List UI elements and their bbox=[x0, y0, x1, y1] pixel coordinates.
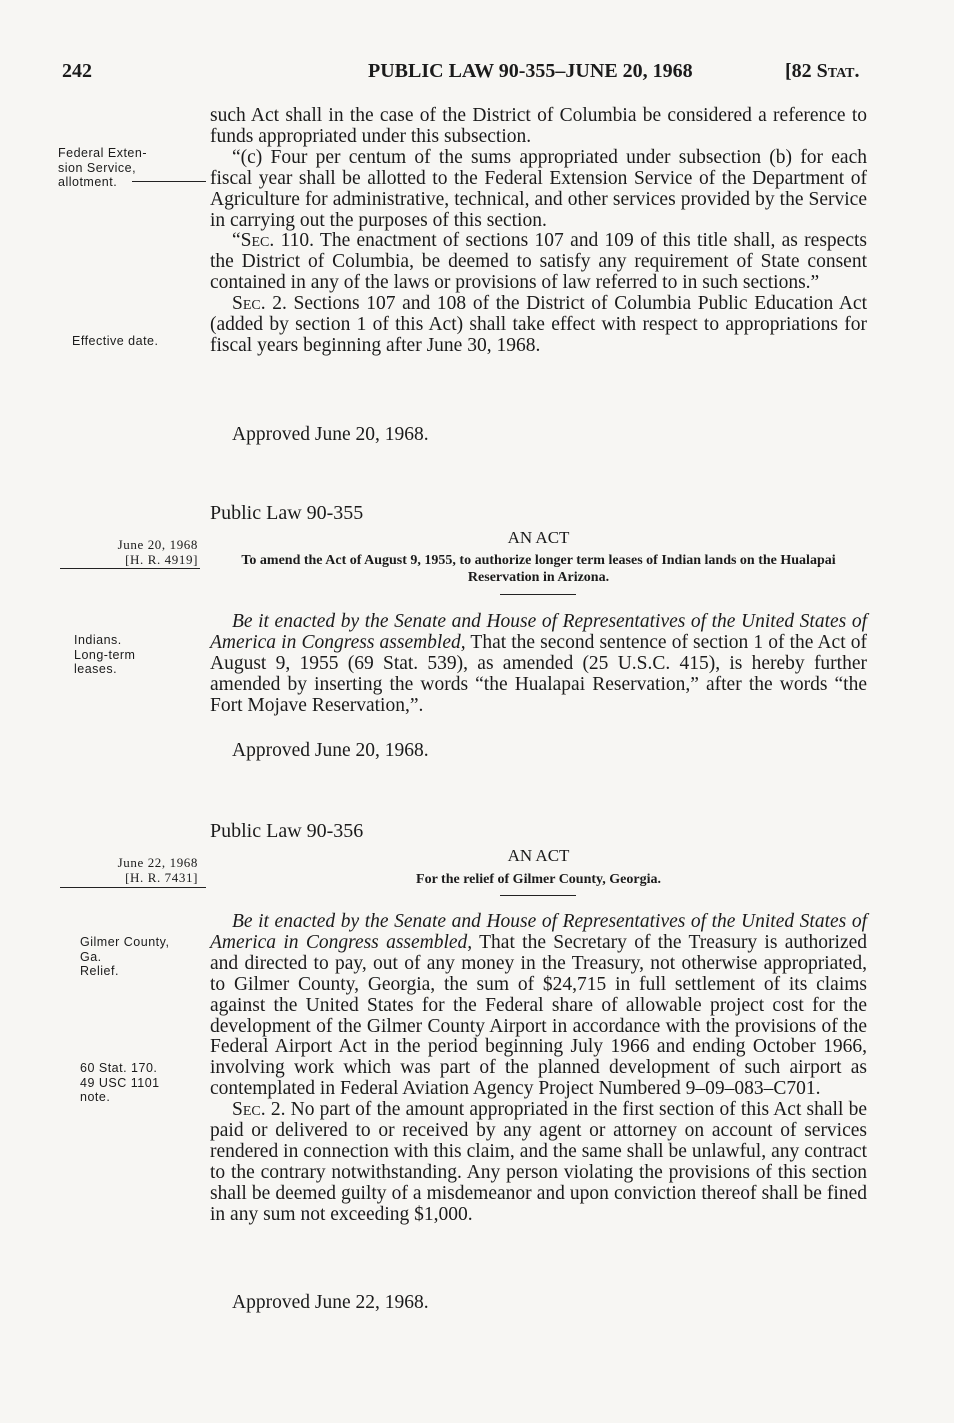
paragraph-sec-110: “Sec. 110. The enactment of sections 107 and 109 of this title shall, as respects the District of Columbia, be deemed to satisfy any requirement of State consent contained in any of the laws or provisions of law referred to in such sections.” bbox=[210, 230, 867, 294]
margin-note-federal-extension: Federal Exten- sion Service, allotment. bbox=[58, 146, 147, 189]
law-title-90-355: Public Law 90-355 bbox=[210, 502, 364, 524]
stat-volume-ref: [82 Stat. bbox=[785, 60, 860, 82]
act-divider bbox=[500, 895, 576, 896]
act-purpose: To amend the Act of August 9, 1955, to authorize longer term leases of Indian lands on the Hualapai Reservation in Arizona. bbox=[241, 553, 836, 585]
margin-note-indians: Indians. Long-term leases. bbox=[74, 633, 136, 676]
approval-line: Approved June 22, 1968. bbox=[232, 1292, 429, 1313]
act-label: AN ACT bbox=[507, 846, 570, 865]
paragraph-sec-2: Sec. 2. No part of the amount appropriated in the first section of this Act shall be paid or delivered to or received by any agent or attorney on account of services rendered in connection with this claim, and the same shall be unlawful, any contract to the contrary notwithstanding. Any person violating the provisions of this section shall be deemed guilty of a misdemeanor and upon conviction thereof shall be fined in any sum not exceeding $1,000. bbox=[210, 1099, 867, 1225]
enacting-paragraph: Be it enacted by the Senate and House of Representatives of the United States of America in Congress assembled, That the Secretary of the Treasury is authorized and directed to pay, out of any money in the Treasury, not otherwise appropriated, to Gilmer County, Georgia, the sum of $24,715 in full settlement of its claims against the United States for the Federal share of allowable project cost for the development of the Gilmer County Airport in accordance with the provisions of the Federal Airport Act in the period beginning July 1966 and ending October 1966, involving work which was part of the planned development of such airport as contemplated in Federal Aviation Agency Project Numbered 9–09–083–C701. bbox=[210, 911, 868, 1100]
law-title-90-356: Public Law 90-356 bbox=[210, 820, 364, 842]
margin-leader-line bbox=[132, 181, 206, 182]
margin-note-pl355-date: June 20, 1968 [H. R. 4919] bbox=[117, 537, 198, 567]
section-continuation bbox=[210, 106, 867, 357]
paragraph-c: “(c) Four per centum of the sums appropriated under subsection (b) for each fiscal year shall be allotted to the Federal Extension Service of the Department of Agriculture for administrative, technical, and other services provided by the Service in carrying out the purposes of this section. bbox=[210, 146, 867, 231]
act-label: AN ACT bbox=[507, 528, 570, 547]
enacting-clause: Be it enacted by the Senate and House of Representatives of the United States of America in Congress assembled, bbox=[210, 911, 867, 953]
paragraph-sec-2: Sec. 2. Sections 107 and 108 of the District of Columbia Public Education Act (added by section 1 of this Act) shall take effect with respect to appropriations for fiscal years beginning after June 30, 1968. bbox=[210, 293, 867, 356]
paragraph: such Act shall in the case of the District of Columbia be considered a reference to funds appropriated under this subsection. bbox=[210, 105, 867, 147]
margin-note-gilmer: Gilmer County, Ga. Relief. bbox=[80, 935, 170, 978]
approval-line: Approved June 20, 1968. bbox=[232, 740, 429, 761]
enacting-clause: Be it enacted by the Senate and House of Representatives of the United States of America in Congress assembled, bbox=[210, 611, 867, 653]
margin-date-rule bbox=[60, 887, 206, 888]
enacting-paragraph: Be it enacted by the Senate and House of Representatives of the United States of America in Congress assembled, That the second sentence of section 1 of the Act of August 9, 1955 (69 Stat. 539), as amended (25 U.S.C. 415), is hereby further amended by inserting the words “the Hualapai Reservation,” after the words “the Fort Mojave Reservation,”. bbox=[210, 611, 867, 716]
act-purpose: For the relief of Gilmer County, Georgia. bbox=[416, 872, 661, 887]
running-title: PUBLIC LAW 90-355–JUNE 20, 1968 bbox=[368, 60, 693, 82]
margin-date-rule bbox=[60, 568, 200, 569]
approval-line: Approved June 20, 1968. bbox=[232, 424, 429, 445]
margin-note-citation: 60 Stat. 170. 49 USC 1101 note. bbox=[80, 1061, 160, 1104]
page-number: 242 bbox=[62, 60, 92, 82]
law356-body bbox=[210, 912, 867, 1226]
margin-note-effective-date: Effective date. bbox=[72, 334, 159, 348]
margin-note-pl356-date: June 22, 1968 [H. R. 7431] bbox=[117, 855, 198, 885]
act-divider bbox=[500, 594, 576, 595]
law355-body bbox=[210, 612, 867, 717]
